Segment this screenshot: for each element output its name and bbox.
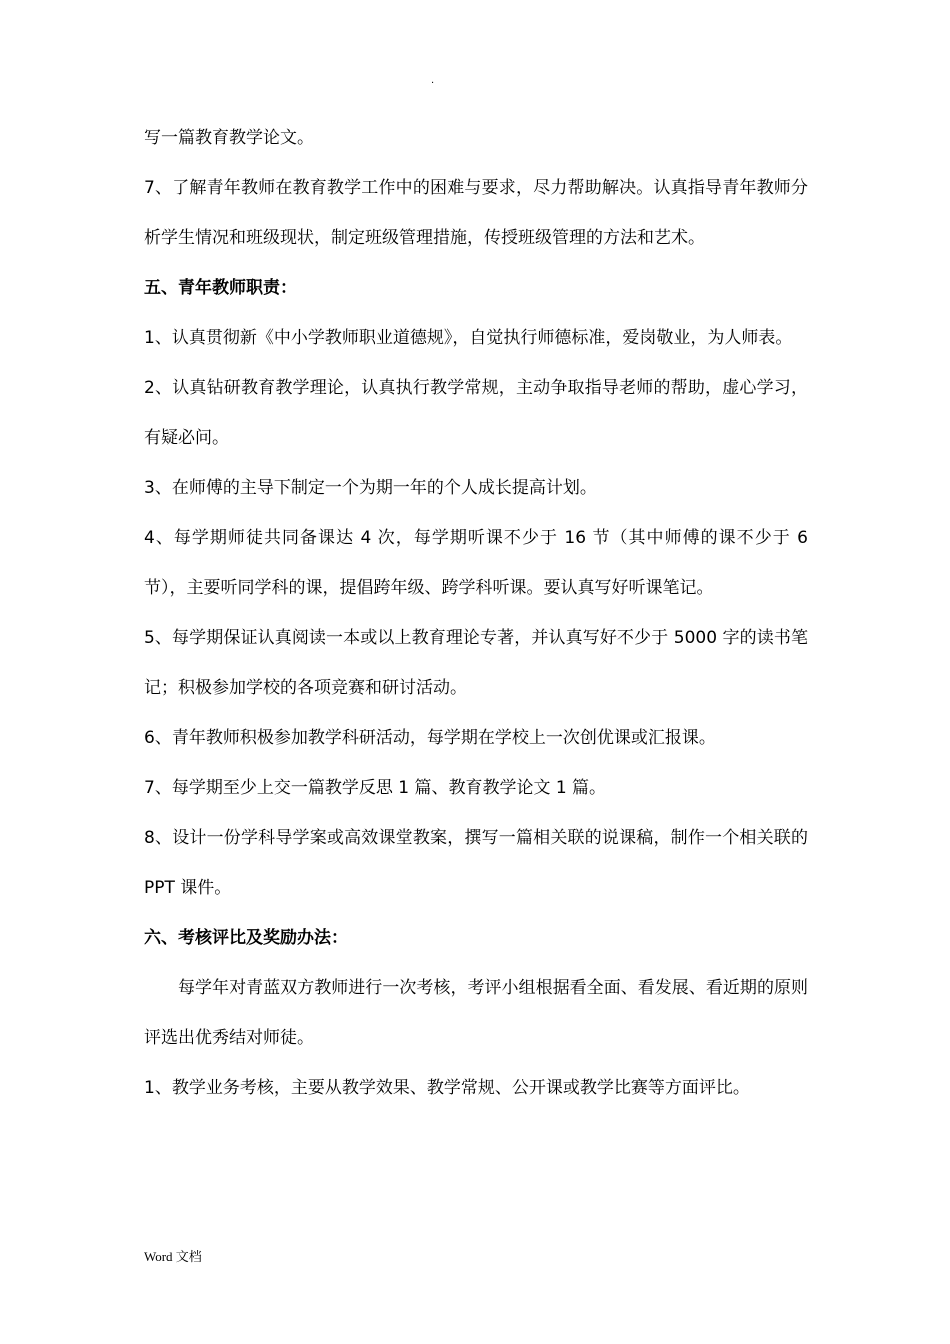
paragraph: 4、每学期师徒共同备课达 4 次，每学期听课不少于 16 节（其中师傅的课不少于 6 节），主要听同学科的课，提倡跨年级、跨学科听课。要认真写好听课笔记。 — [144, 528, 808, 598]
paragraph: 1、认真贯彻新《中小学教师职业道德规》，自觉执行师德标准，爱岗敬业，为人师表。 — [144, 328, 793, 348]
paragraph: 3、在师傅的主导下制定一个为期一年的个人成长提高计划。 — [144, 478, 597, 498]
paragraph: 1、教学业务考核，主要从教学效果、教学常规、公开课或教学比赛等方面评比。 — [144, 1078, 750, 1098]
header-mark: . — [431, 75, 435, 86]
paragraph: 2、认真钻研教育教学理论，认真执行教学常规，主动争取指导老师的帮助，虚心学习，有疑必问。 — [144, 378, 808, 448]
paragraph: 8、设计一份学科导学案或高效课堂教案，撰写一篇相关联的说课稿，制作一个相关联的 PPT 课件。 — [144, 828, 808, 898]
paragraph: 6、青年教师积极参加教学科研活动，每学期在学校上一次创优课或汇报课。 — [144, 728, 716, 748]
paragraph: 7、每学期至少上交一篇教学反思 1 篇、教育教学论文 1 篇。 — [144, 778, 607, 798]
section-heading: 五、青年教师职责： — [144, 278, 297, 298]
paragraph: 每学年对青蓝双方教师进行一次考核，考评小组根据看全面、看发展、看近期的原则评选出优秀结对师徒。 — [144, 978, 808, 1048]
page-footer: Word 文档 — [144, 1249, 202, 1264]
paragraph: 写一篇教育教学论文。 — [144, 128, 314, 148]
document-body — [144, 113, 808, 1113]
section-heading: 六、考核评比及奖励办法： — [144, 928, 348, 948]
paragraph: 5、每学期保证认真阅读一本或以上教育理论专著，并认真写好不少于 5000 字的读书笔记；积极参加学校的各项竞赛和研讨活动。 — [144, 628, 808, 698]
paragraph: 7、了解青年教师在教育教学工作中的困难与要求，尽力帮助解决。认真指导青年教师分析学生情况和班级现状，制定班级管理措施，传授班级管理的方法和艺术。 — [144, 178, 808, 248]
